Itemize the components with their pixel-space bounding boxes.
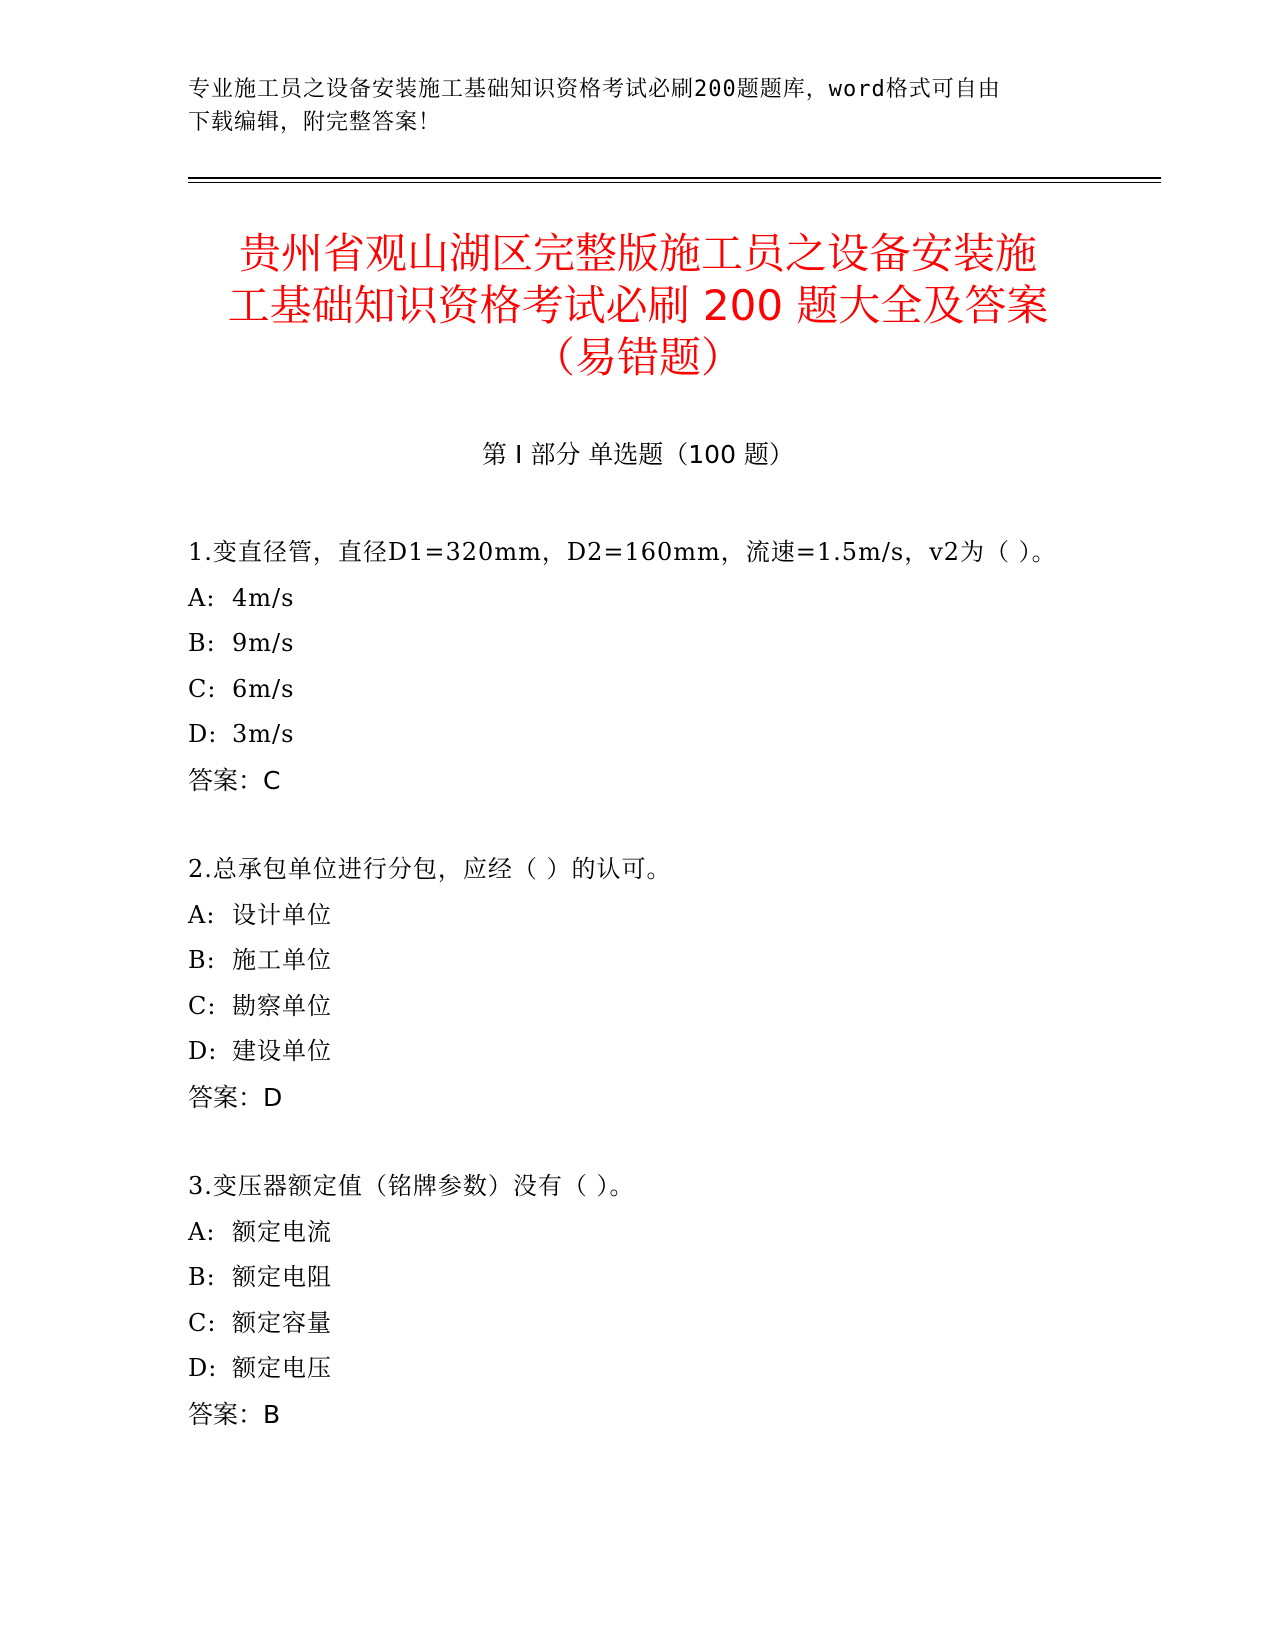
- question-stem: 3.变压器额定值（铭牌参数）没有（ ）。: [188, 1172, 635, 1200]
- option-text: 额定容量: [232, 1308, 332, 1337]
- option-key: B:: [188, 1263, 216, 1291]
- question-stem: 2.总承包单位进行分包，应经（ ）的认可。: [188, 855, 672, 883]
- answer: 答案：B: [188, 1399, 281, 1429]
- option-text: 设计单位: [232, 900, 332, 929]
- option-text: 建设单位: [232, 1037, 332, 1065]
- option-d: [188, 1029, 1138, 1075]
- header-note-line-2: 下载编辑，附完整答案！: [188, 110, 442, 135]
- option-key: B:: [188, 946, 216, 974]
- option-a: [188, 1210, 1138, 1256]
- header-note: [188, 73, 1088, 139]
- option-text: 施工单位: [232, 946, 332, 974]
- header-note-line-1: 专业施工员之设备安装施工基础知识资格考试必刷200题题库，word格式可自由: [188, 77, 1001, 102]
- option-text: 额定电阻: [232, 1263, 332, 1291]
- question-1: [188, 530, 1138, 803]
- option-text: 9m/s: [232, 629, 295, 657]
- option-a: [188, 893, 1138, 939]
- option-key: D:: [188, 1354, 218, 1382]
- option-b: [188, 938, 1138, 984]
- question-list: [188, 530, 1138, 1481]
- header-divider-thick: [188, 177, 1161, 179]
- option-key: A:: [188, 1217, 216, 1246]
- option-key: C:: [188, 674, 217, 703]
- document-title: [188, 228, 1088, 384]
- option-d: [188, 712, 1138, 758]
- option-d: [188, 1346, 1138, 1392]
- option-key: B:: [188, 629, 216, 657]
- option-key: D:: [188, 720, 218, 748]
- option-c: [188, 984, 1138, 1030]
- option-text: 4m/s: [232, 583, 295, 612]
- option-key: A:: [188, 900, 216, 929]
- option-b: [188, 1255, 1138, 1301]
- answer: 答案：D: [188, 1082, 283, 1112]
- option-text: 额定电流: [232, 1217, 332, 1246]
- option-b: [188, 621, 1138, 667]
- option-c: [188, 1301, 1138, 1347]
- option-key: D:: [188, 1037, 218, 1065]
- option-text: 勘察单位: [232, 991, 332, 1020]
- answer: 答案：C: [188, 765, 281, 795]
- document-title-line-2: 工基础知识资格考试必刷 200 题大全及答案: [227, 281, 1049, 330]
- option-c: [188, 667, 1138, 713]
- option-text: 6m/s: [232, 674, 295, 703]
- document-title-line-1: 贵州省观山湖区完整版施工员之设备安装施: [238, 229, 1037, 278]
- option-key: A:: [188, 583, 216, 612]
- section-heading: 第 I 部分 单选题（100 题）: [482, 440, 794, 469]
- question-3: [188, 1164, 1138, 1437]
- option-a: [188, 576, 1138, 622]
- option-text: 额定电压: [232, 1354, 332, 1382]
- question-stem: 1.变直径管，直径D1=320mm，D2=160mm，流速=1.5m/s，v2为（ ）。: [188, 538, 1057, 566]
- option-key: C:: [188, 991, 217, 1020]
- option-key: C:: [188, 1308, 217, 1337]
- document-title-line-3: （易错题）: [532, 333, 743, 382]
- header-divider-thin: [188, 182, 1161, 183]
- option-text: 3m/s: [232, 720, 295, 748]
- question-2: [188, 847, 1138, 1120]
